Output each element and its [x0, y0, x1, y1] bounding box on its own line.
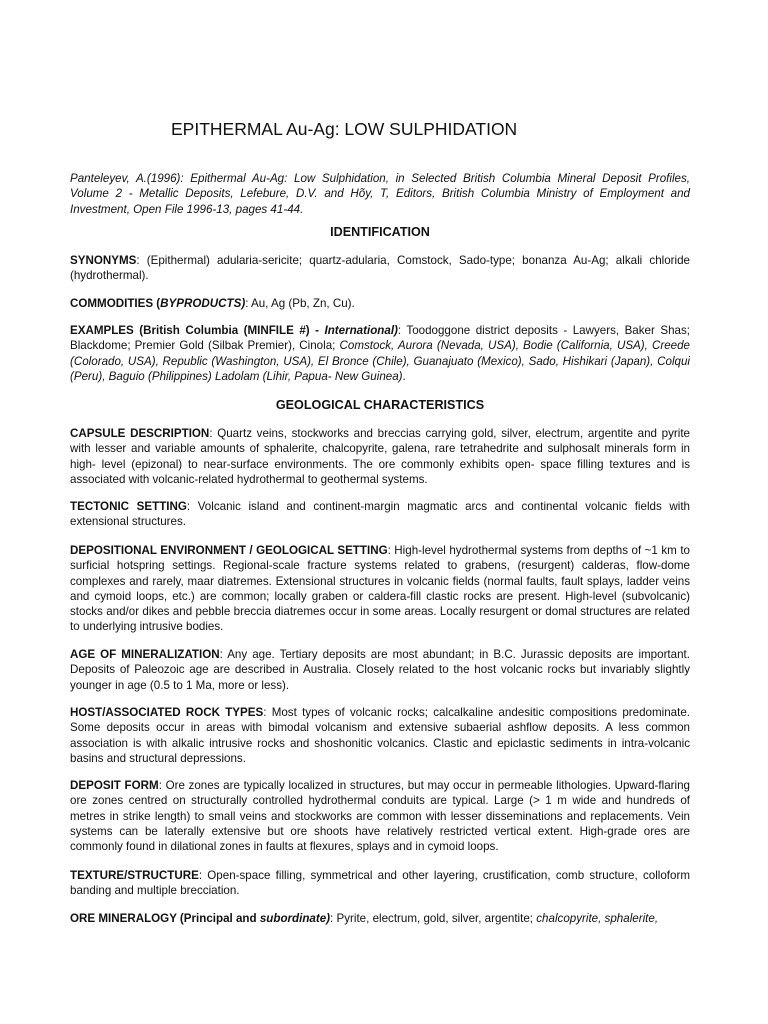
examples-end: . [402, 369, 406, 383]
examples-international-label: International) [324, 324, 398, 337]
host-text: : Most types of volcanic rocks; calcalkaline andesitic compositions predominate. Some deposits occur in areas with bimodal volcanism and extensive subaerial ashflow deposits. A less common association is with alkalic intrusive rocks and shoshonitic volcanics. Clastic and epiclastic sediments in intra-volcanic basins and structural depressions. [70, 706, 691, 765]
ore-mineralogy-subordinate-label: subordinate) [259, 912, 331, 925]
document-title: EPITHERMAL Au-Ag: LOW SULPHIDATION [171, 119, 518, 139]
examples-label: EXAMPLES (British Columbia (MINFILE #) - [70, 324, 325, 337]
capsule-paragraph [70, 426, 690, 487]
examples-international-text: Comstock, Aurora (Nevada, USA), Bodie (California, USA), Creede (Colorado, USA), Republic (Washington, USA), El Bronce (Chile), Guanajuato (Mexico), Sado, Hishikari (Japan), Colqui (Peru), Baguio (Philippines) Ladolam (Lihir, Papua- New Guinea) [70, 339, 691, 383]
texture-paragraph [70, 868, 690, 899]
age-label: AGE OF MINERALIZATION [70, 648, 220, 661]
tectonic-paragraph [70, 499, 690, 530]
ore-mineralogy-text: : Pyrite, electrum, gold, silver, argentite; [330, 912, 537, 925]
texture-label: TEXTURE/STRUCTURE [70, 869, 199, 882]
host-label: HOST/ASSOCIATED ROCK TYPES [70, 706, 264, 719]
tectonic-text: : Volcanic island and continent-margin magmatic arcs and continental volcanic fields with extensional structures. [70, 500, 690, 529]
citation: Panteleyev, A.(1996): Epithermal Au-Ag: Low Sulphidation, in Selected British Columbia Mineral Deposit Profiles, Volume 2 - Metallic Deposits, Lefebure, D.V. and Hõy, T, Editors, British Columbia Ministry of Employment and Investment, Open File 1996-13, pages 41-44. [70, 172, 690, 216]
ore-mineralogy-subordinate-text: chalcopyrite, sphalerite, [536, 912, 659, 925]
ore-mineralogy-paragraph [70, 911, 690, 926]
commodities-text: : Au, Ag (Pb, Zn, Cu). [245, 297, 355, 310]
commodities-paragraph [70, 296, 690, 311]
heading-identification: IDENTIFICATION [330, 225, 430, 239]
age-paragraph [70, 647, 690, 693]
deposit-form-text: : Ore zones are typically localized in structures, but may occur in permeable lithologies. Upward-flaring ore zones centred on structurally controlled hydrothermal conduits are typical. Large (> 1 m wide and hundreds of metres in strike length) to small veins and stockworks are common with lesser disseminations and replacements. Vein systems can be laterally extensive but ore shoots have relatively restricted vertical extent. High-grade ores are commonly found in dilational zones in faults at flexures, splays and in cymoid loops. [70, 779, 690, 854]
deposit-form-paragraph [70, 778, 690, 854]
ore-mineralogy-label: ORE MINERALOGY (Principal and [70, 912, 260, 925]
host-paragraph [70, 705, 690, 766]
synonyms-label: SYNONYMS [70, 254, 137, 267]
capsule-label: CAPSULE DESCRIPTION [70, 427, 210, 440]
heading-geological-characteristics: GEOLOGICAL CHARACTERISTICS [275, 398, 485, 412]
age-text: : Any age. Tertiary deposits are most abundant; in B.C. Jurassic deposits are important. Deposits of Paleozoic age are described in Australia. Closely related to the host volcanic rocks but invariably slightly younger in age (0.5 to 1 Ma, more or less). [70, 648, 690, 692]
examples-paragraph [70, 323, 690, 384]
depositional-label: DEPOSITIONAL ENVIRONMENT / GEOLOGICAL SETTING [70, 544, 388, 557]
capsule-text: : Quartz veins, stockworks and breccias carrying gold, silver, electrum, argentite and pyrite with lesser and variable amounts of sphalerite, chalcopyrite, galena, rare tetrahedrite and sulphosalt minerals form in high- level (epizonal) to near-surface environments. The ore commonly exhibits open- space filling textures and is associated with volcanic-related hydrothermal to geothermal systems. [70, 427, 690, 486]
examples-text: : Toodoggone district deposits - Lawyers, Baker Shas; Blackdome; Premier Gold (Silbak Premier), Cinola; [70, 324, 690, 353]
commodities-byproducts-label: BYPRODUCTS) [160, 297, 246, 310]
deposit-form-label: DEPOSIT FORM [70, 779, 159, 792]
depositional-text: : High-level hydrothermal systems from depths of ~1 km to surficial hotspring settings. Regional-scale fracture systems related to grabens, (resurgent) calderas, flow-dome complexes and rarely, maar diatremes. Extensional structures in volcanic fields (normal faults, fault splays, ladder veins and cymoid loops, etc.) are common; locally graben or caldera-fill clastic rocks are present. High-level (subvolcanic) stocks and/or dikes and pebble breccia diatremes occur in some areas. Locally resurgent or domal structures are related to underlying intrusive bodies. [70, 544, 690, 634]
commodities-label: COMMODITIES ( [70, 297, 161, 310]
depositional-paragraph [70, 543, 690, 635]
tectonic-label: TECTONIC SETTING [70, 500, 187, 513]
texture-text: : Open-space filling, symmetrical and other layering, crustification, comb structure, colloform banding and multiple brecciation. [70, 869, 690, 898]
synonyms-text: : (Epithermal) adularia-sericite; quartz-adularia, Comstock, Sado-type; bonanza Au-Ag; alkali chloride (hydrothermal). [70, 254, 690, 283]
synonyms-paragraph [70, 253, 690, 284]
